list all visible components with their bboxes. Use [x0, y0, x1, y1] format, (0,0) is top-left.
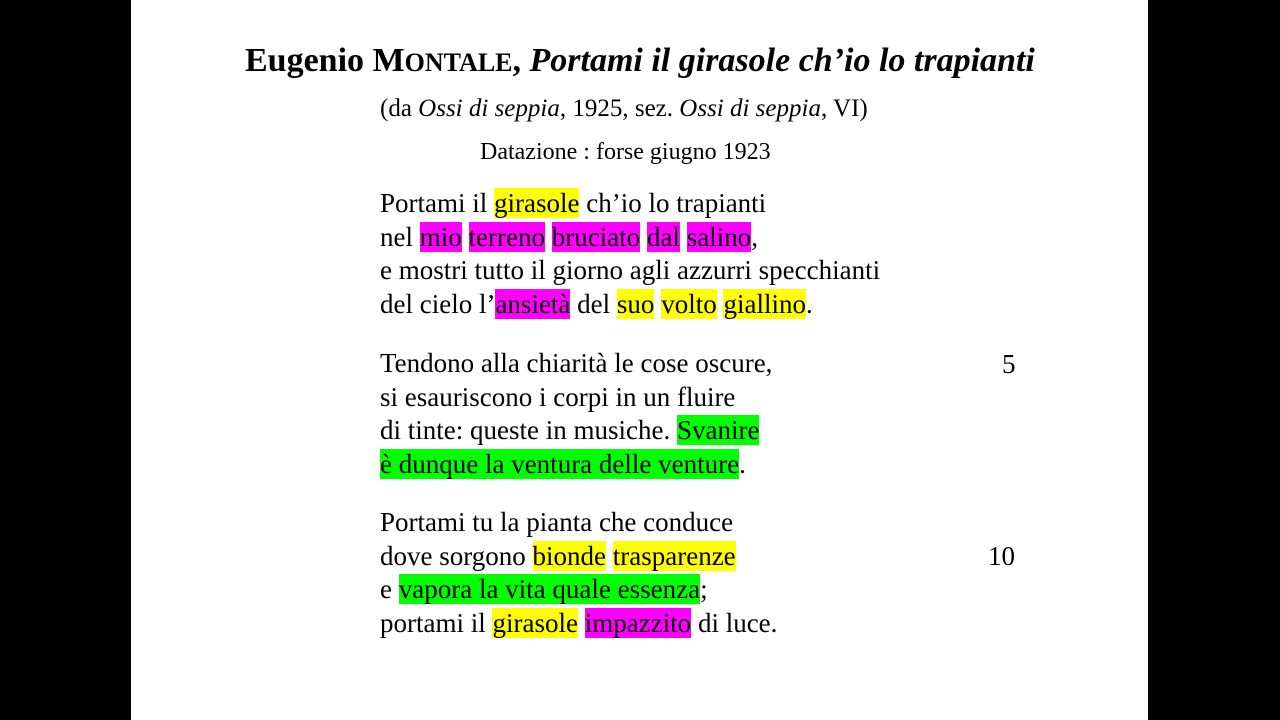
line-text: [578, 608, 585, 638]
line-text: [680, 222, 687, 252]
poem-line: [380, 187, 880, 221]
highlight-magenta: dal: [646, 221, 680, 252]
poem-line: [380, 573, 777, 607]
highlight-yellow: girasole: [492, 607, 578, 638]
stanza-3: [380, 506, 777, 640]
line-text: e mostri tutto il giorno agli azzurri specchianti: [380, 255, 881, 285]
highlight-yellow: giallino: [723, 288, 806, 319]
page-title: [245, 42, 1035, 80]
line-text: Portami tu la pianta che conduce: [380, 507, 734, 537]
line-text: e: [380, 574, 399, 604]
highlight-magenta: impazzito: [584, 607, 692, 638]
slide-page: [131, 0, 1148, 720]
line-text: Tendono alla chiarità le cose oscure,: [380, 348, 773, 378]
subtitle-text: (da: [380, 95, 419, 122]
author-first-name: Eugenio: [245, 42, 373, 79]
line-text: portami il: [380, 607, 493, 638]
line-text: .: [739, 448, 746, 479]
poem-line: [380, 381, 772, 415]
line-text: .: [805, 288, 813, 319]
line-text: ;: [700, 574, 708, 604]
poem-line: [380, 254, 880, 288]
author-last-name-smallcaps: ONTALE: [404, 48, 513, 77]
poem-title: Portami il girasole ch’io lo trapianti: [529, 42, 1035, 79]
highlight-green: è dunque la ventura delle venture: [380, 448, 740, 479]
highlight-yellow: trasparenze: [612, 540, 736, 571]
dating-line: Datazione : forse giugno 1923: [480, 139, 771, 165]
line-number-10: 10: [988, 541, 1015, 571]
book-title: Ossi di seppia: [418, 95, 560, 122]
line-text: dove sorgono: [380, 540, 533, 571]
highlight-magenta: bruciato: [551, 221, 641, 252]
poem-line: [380, 448, 772, 482]
poem-line: [380, 506, 777, 540]
stanza-2: [380, 347, 772, 481]
line-text: [606, 541, 613, 571]
line-number-5: 5: [1002, 349, 1016, 379]
highlight-green: vapora la vita quale essenza: [398, 574, 701, 604]
highlight-magenta: salino: [686, 221, 752, 252]
title-separator: ,: [512, 42, 530, 79]
line-text: del: [570, 288, 617, 319]
poem-line: [380, 288, 880, 322]
highlight-magenta: mio: [419, 221, 462, 252]
line-text: ch’io lo trapianti: [579, 188, 767, 218]
highlight-magenta: terreno: [468, 221, 545, 252]
highlight-yellow: girasole: [494, 188, 580, 218]
source-subtitle: [380, 95, 868, 123]
line-text: [640, 222, 647, 252]
line-text: ,: [751, 221, 758, 252]
highlight-yellow: volto: [661, 288, 717, 319]
line-text: del cielo l’: [380, 288, 496, 319]
highlight-yellow: bionde: [532, 540, 606, 571]
line-text: di luce.: [691, 607, 778, 638]
line-text: si esauriscono i corpi in un fluire: [380, 381, 736, 412]
highlight-magenta: ansietà: [495, 288, 571, 319]
poem-line: [380, 221, 880, 255]
line-text: [545, 222, 552, 252]
poem-line: [380, 540, 777, 574]
line-text: Portami il: [380, 188, 494, 218]
line-text: [462, 222, 469, 252]
author-last-initial: M: [372, 42, 405, 79]
poem-line: [380, 347, 772, 381]
poem-line: [380, 607, 777, 641]
section-title: Ossi di seppia: [679, 95, 821, 122]
stanza-1: [380, 187, 880, 321]
poem-line: [380, 414, 772, 448]
subtitle-text: , VI): [820, 95, 868, 122]
line-text: nel: [380, 221, 420, 252]
line-text: di tinte: queste in musiche.: [380, 415, 677, 445]
subtitle-text: , 1925, sez.: [559, 95, 680, 122]
highlight-yellow: suo: [616, 288, 655, 319]
highlight-green: Svanire: [676, 415, 760, 445]
